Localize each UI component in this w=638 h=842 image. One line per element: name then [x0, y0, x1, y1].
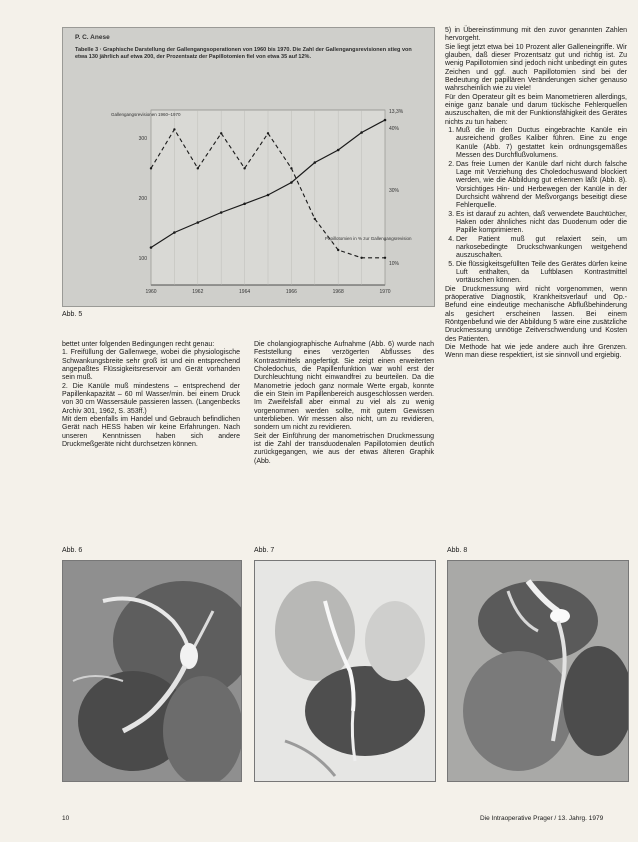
- point-revisions: [360, 131, 363, 134]
- photo-label-8: Abb. 8: [447, 547, 468, 554]
- point-revisions: [267, 194, 270, 197]
- legend-top: Gallengangsrevisionen 1960–1970: [111, 112, 181, 117]
- point-papillotomy: [197, 167, 199, 169]
- x-tick-label: 1962: [192, 289, 204, 295]
- text-column-middle: Die cholangiographische Aufnahme (Abb. 6) wurde nach Feststellung eines verzögerten Abflusses des Kontrastmittels angefertigt. Sie zeigt einen erweiterten Choledochus, die Papillenfunktion war wohl erst der Durchleuchtung nicht einwandfrei zu beurteilen. Da die Manometrie jedoch ganz normale Werte ergab, konnte die ein Stein im Papillenbereich ausgeschlossen werden. Im Zweifelsfall aber einmal zu viel als zu wenig vorgenommen werden sollte, mit gutem Gewissen unterblieben. Wir messen also nicht, um zu revidieren, sondern um nicht zu revidieren. Seit der Einführung der manometrischen Druckmessung ist die Zahl der transduodenalen Papillotomien deutlich zurückgegangen, wie aus der etwas älteren Graphik (Abb.: [254, 341, 434, 465]
- right-axis-label: 40%: [389, 126, 400, 132]
- point-papillotomy: [290, 167, 292, 169]
- point-revisions: [243, 202, 246, 205]
- point-papillotomy: [360, 257, 362, 259]
- xray-image-6: [62, 560, 242, 782]
- right-axis-label: 30%: [389, 188, 400, 194]
- point-revisions: [150, 246, 153, 249]
- list-item: 1. Muß die in den Ductus eingebrachte Kanüle ein ausreichend großes Kaliber führen. Eine zu enge Kanüle (Abb. 7) gestattet kein ordnungsgemäßes Messen des Durchflußvolumens.: [456, 127, 627, 160]
- x-tick-label: 1960: [145, 289, 157, 295]
- point-papillotomy: [173, 128, 175, 130]
- x-tick-label: 1964: [239, 289, 251, 295]
- text-column-left: bettet unter folgenden Bedingungen recht genau: 1. Freifüllung der Gallenwege, wobei die physiologische Schwankungsbreite sehr groß ist und ein entsprechend angepaßtes Flüssigkeitsreservoir am Gerät vorhanden sein muß. 2. Die Kanüle muß mindestens – entsprechend der Papillenkapazität – 60 ml Wasser/min. bei einem Druck von 30 cm Wassersäule passieren lassen. (Langenbecks Archiv 301, 1962, S. 353ff.) Mit dem ebenfalls im Handel und Gebrauch befindlichen Gerät nach HESS haben wir keine Erfahrungen. Nach unseren Kenntnissen haben sich andere Druckmeßgeräte nicht durchsetzen können.: [62, 341, 240, 449]
- error-source-list: [445, 127, 627, 286]
- point-revisions: [220, 211, 223, 214]
- line-chart: [63, 28, 434, 306]
- page-number: 10: [62, 815, 70, 822]
- journal-footer: Die Intraoperative Prager / 13. Jahrg. 1979: [480, 815, 604, 822]
- point-revisions: [290, 181, 293, 184]
- point-revisions: [314, 161, 317, 164]
- point-papillotomy: [150, 167, 152, 169]
- xray-image-8: [447, 560, 629, 782]
- x-tick-label: 1970: [379, 289, 391, 295]
- text-column-right: [445, 27, 627, 361]
- figure-header: P. C. Anese: [75, 34, 110, 41]
- point-papillotomy: [220, 132, 222, 134]
- point-papillotomy: [384, 257, 386, 259]
- x-tick-label: 1966: [285, 289, 297, 295]
- y-tick-label: 300: [138, 136, 147, 142]
- right-axis-label: 13,3%: [389, 109, 404, 115]
- point-papillotomy: [243, 167, 245, 169]
- y-tick-label: 200: [138, 196, 147, 202]
- point-papillotomy: [314, 218, 316, 220]
- right-closing: Die Druckmessung wird nicht vorgenommen, wenn präoperative Diagnostik, Krankheitsverlauf und Op.-Befund eine eindeutige mechanische Abflußbehinderung als gesichert erscheinen lassen. Bei einem Röntgenbefund wie der Abbildung 5 wäre eine zusätzliche Druckmessung unnötige Zeitverschwendung und Kosten des Patienten. Die Methode hat wie jede andere auch ihre Grenzen. Wenn man diese respektiert, ist sie sinnvoll und ergiebig.: [445, 285, 627, 360]
- point-revisions: [197, 221, 200, 224]
- xray-image-7: [254, 560, 436, 782]
- x-tick-label: 1968: [332, 289, 344, 295]
- legend-bottom: Papillotomien in % zur Gallengangsrevision: [325, 236, 412, 241]
- point-papillotomy: [267, 132, 269, 134]
- figure-label: Abb. 5: [62, 311, 83, 318]
- list-item: 5. Die flüssigkeitsgefüllten Teile des Gerätes dürfen keine Luft enthalten, da Luftblasen Kontrastmittel vortäuschen können.: [456, 261, 627, 286]
- list-item: 3. Es ist darauf zu achten, daß verwendete Bauchtücher, Haken oder ähnliches nicht das Duodenum oder die Papille komprimieren.: [456, 211, 627, 236]
- right-axis-label: 10%: [389, 261, 400, 267]
- figure-caption: Tabelle 3 · Graphische Darstellung der Gallengangsoperationen von 1960 bis 1970. Die Zahl der Gallengangsrevisionen stieg von etwa 130 jährlich auf etwa 200, der Prozentsatz der Papillotomien fiel von etwa 35 auf 12%.: [75, 47, 412, 60]
- list-item: 2. Das freie Lumen der Kanüle darf nicht durch falsche Lage mit Verziehung des Choledochuswand blockiert werden, wie die Abbildung gut erkennen läßt (Abb. 8). Vorsichtiges Hin- und Herbewegen der Kanüle in der Durchsicht während der Meßvorgangs beseitigt diese Fehlerquelle.: [456, 161, 627, 211]
- list-item: 4. Der Patient muß gut relaxiert sein, um narkosebedingte Druckschwankungen weitgehend auszuschalten.: [456, 236, 627, 261]
- point-papillotomy: [337, 249, 339, 251]
- y-tick-label: 100: [138, 256, 147, 262]
- figure-5: [62, 27, 435, 307]
- photo-label-6: Abb. 6: [62, 547, 83, 554]
- point-revisions: [173, 231, 176, 234]
- photo-label-7: Abb. 7: [254, 547, 275, 554]
- point-revisions: [337, 149, 340, 152]
- right-intro: 5) in Übereinstimmung mit den zuvor genannten Zahlen hervorgeht. Sie liegt jetzt etwa bei 10 Prozent aller Galleneingriffe. Wir glauben, daß dieser Prozentsatz gut und richtig ist. Zu wenig Papillotomien sind jedoch nicht unbedingt ein gutes Zeichen und ggf. auch Papillotomien sind bei der Bedeutung der papillären Veränderungen sicher genauso wahrscheinlich wie zu viele! Für den Operateur gilt es beim Manometrieren allerdings, einige ganz banale und darum tückische Fehlerquellen auszuschalten, die mit der Funktionsfähigkeit des Gerätes nichts zu tun haben:: [445, 27, 627, 126]
- point-revisions: [384, 119, 387, 122]
